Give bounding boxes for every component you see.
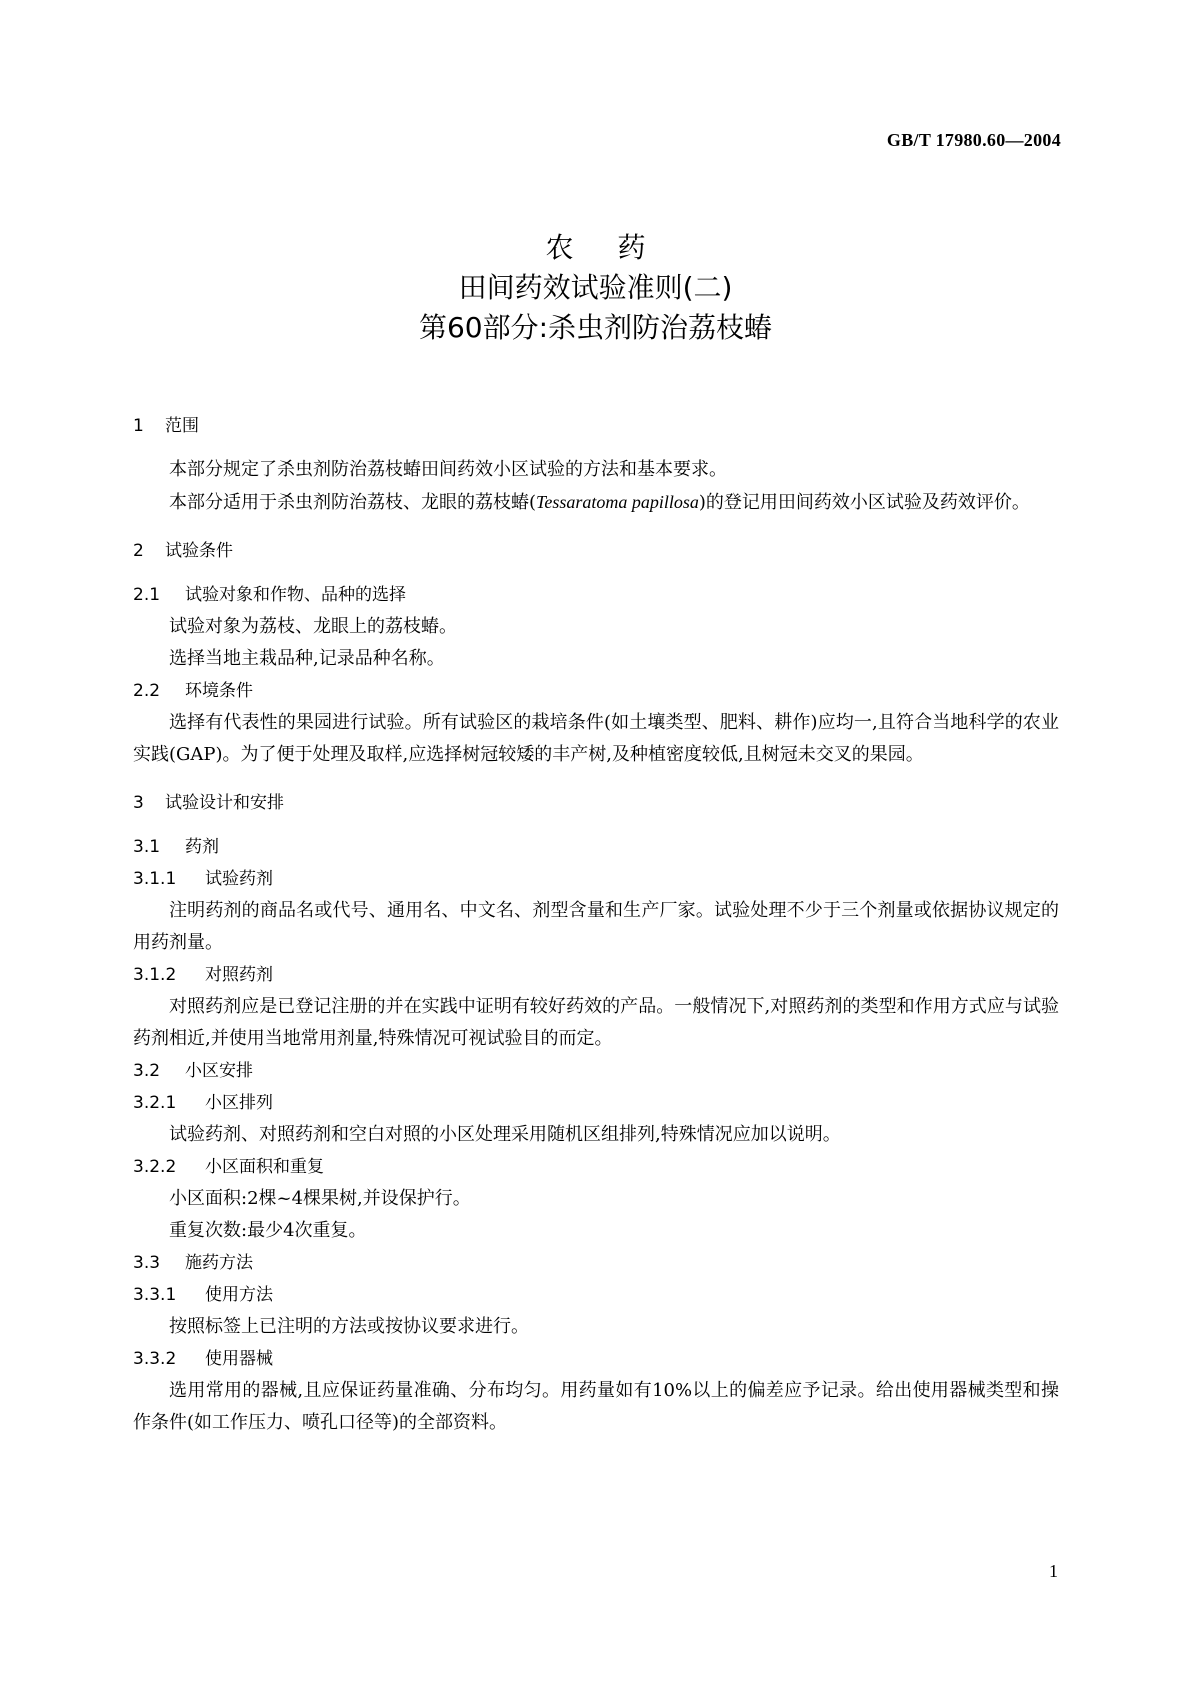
title-block (0, 228, 1191, 348)
standard-code: GB/T 17980.60—2004 (886, 130, 1061, 150)
page-number: 1 (1049, 1561, 1058, 1581)
subsection-heading-3-1 (133, 831, 1059, 863)
section-title: 环境条件 (185, 681, 253, 701)
section-heading-1 (133, 410, 1059, 442)
section-number: 3 (133, 793, 144, 813)
subsection-heading-2-1 (133, 579, 1059, 611)
section-number: 3.2 (133, 1061, 161, 1081)
section-heading-2 (133, 535, 1059, 567)
section-number: 3.1.1 (133, 869, 177, 889)
section-number: 2 (133, 541, 144, 561)
section-title: 对照药剂 (205, 965, 273, 985)
paragraph: 按照标签上已注明的方法或按协议要求进行。 (169, 1316, 529, 1337)
section-number: 3.2.2 (133, 1157, 177, 1177)
section-title: 小区面积和重复 (205, 1157, 324, 1177)
section-number: 3.3 (133, 1253, 161, 1273)
paragraph: 选择有代表性的果园进行试验。所有试验区的栽培条件(如土壤类型、肥料、耕作)应均一,且符合当地科学的农业实践(GAP)。为了便于处理及取样,应选择树冠较矮的丰产树,及种植密度较低,且树冠未交叉的果园。 (133, 712, 1059, 765)
title-line-3: 第60部分:杀虫剂防治荔枝蝽 (418, 311, 773, 344)
subsection-heading-3-2 (133, 1055, 1059, 1087)
paragraph: 小区面积:2棵~4棵果树,并设保护行。 (169, 1188, 471, 1209)
section-number: 3.3.1 (133, 1285, 177, 1305)
section-number: 3.1.2 (133, 965, 177, 985)
section-number: 2.1 (133, 585, 161, 605)
section-number: 2.2 (133, 681, 161, 701)
section-heading-3 (133, 787, 1059, 819)
paragraph-text: 本部分适用于杀虫剂防治荔枝、龙眼的荔枝蝽( (169, 492, 537, 513)
paragraph: 选用常用的器械,且应保证药量准确、分布均匀。用药量如有10%以上的偏差应予记录。给出使用器械类型和操作条件(如工作压力、喷孔口径等)的全部资料。 (133, 1380, 1059, 1433)
section-title: 使用方法 (205, 1285, 273, 1305)
section-title: 小区排列 (205, 1093, 273, 1113)
title-line-1: 农药 (545, 231, 690, 264)
paragraph-scope (133, 486, 1059, 519)
paragraph: 注明药剂的商品名或代号、通用名、中文名、剂型含量和生产厂家。试验处理不少于三个剂量或依据协议规定的用药剂量。 (133, 900, 1059, 953)
paragraph: 对照药剂应是已登记注册的并在实践中证明有较好药效的产品。一般情况下,对照药剂的类型和作用方式应与试验药剂相近,并使用当地常用剂量,特殊情况可视试验目的而定。 (133, 996, 1059, 1049)
document-body (133, 410, 1059, 1439)
section-title: 使用器械 (205, 1349, 273, 1369)
subsection-heading-3-3-2 (133, 1343, 1059, 1375)
section-number: 3.1 (133, 837, 161, 857)
subsection-heading-2-2 (133, 675, 1059, 707)
section-title: 范围 (165, 416, 199, 436)
paragraph: 选择当地主栽品种,记录品种名称。 (169, 648, 445, 669)
section-title: 小区安排 (185, 1061, 253, 1081)
subsection-heading-3-3 (133, 1247, 1059, 1279)
section-number: 1 (133, 416, 144, 436)
paragraph: 重复次数:最少4次重复。 (169, 1220, 367, 1241)
section-title: 试验药剂 (205, 869, 273, 889)
section-number: 3.2.1 (133, 1093, 177, 1113)
subsection-heading-3-1-2 (133, 959, 1059, 991)
paragraph: 本部分规定了杀虫剂防治荔枝蝽田间药效小区试验的方法和基本要求。 (169, 459, 727, 480)
paragraph: 试验药剂、对照药剂和空白对照的小区处理采用随机区组排列,特殊情况应加以说明。 (169, 1124, 841, 1145)
subsection-heading-3-2-1 (133, 1087, 1059, 1119)
latin-name: Tessaratoma papillosa (536, 492, 699, 512)
section-title: 试验设计和安排 (165, 793, 284, 813)
section-title: 施药方法 (185, 1253, 253, 1273)
section-title: 试验条件 (165, 541, 233, 561)
subsection-heading-3-2-2 (133, 1151, 1059, 1183)
title-line-2: 田间药效试验准则(二) (458, 271, 733, 304)
section-number: 3.3.2 (133, 1349, 177, 1369)
subsection-heading-3-3-1 (133, 1279, 1059, 1311)
subsection-heading-3-1-1 (133, 863, 1059, 895)
section-title: 试验对象和作物、品种的选择 (185, 585, 406, 605)
paragraph: 试验对象为荔枝、龙眼上的荔枝蝽。 (169, 616, 457, 637)
paragraph-text: )的登记用田间药效小区试验及药效评价。 (698, 492, 1030, 513)
section-title: 药剂 (185, 837, 219, 857)
